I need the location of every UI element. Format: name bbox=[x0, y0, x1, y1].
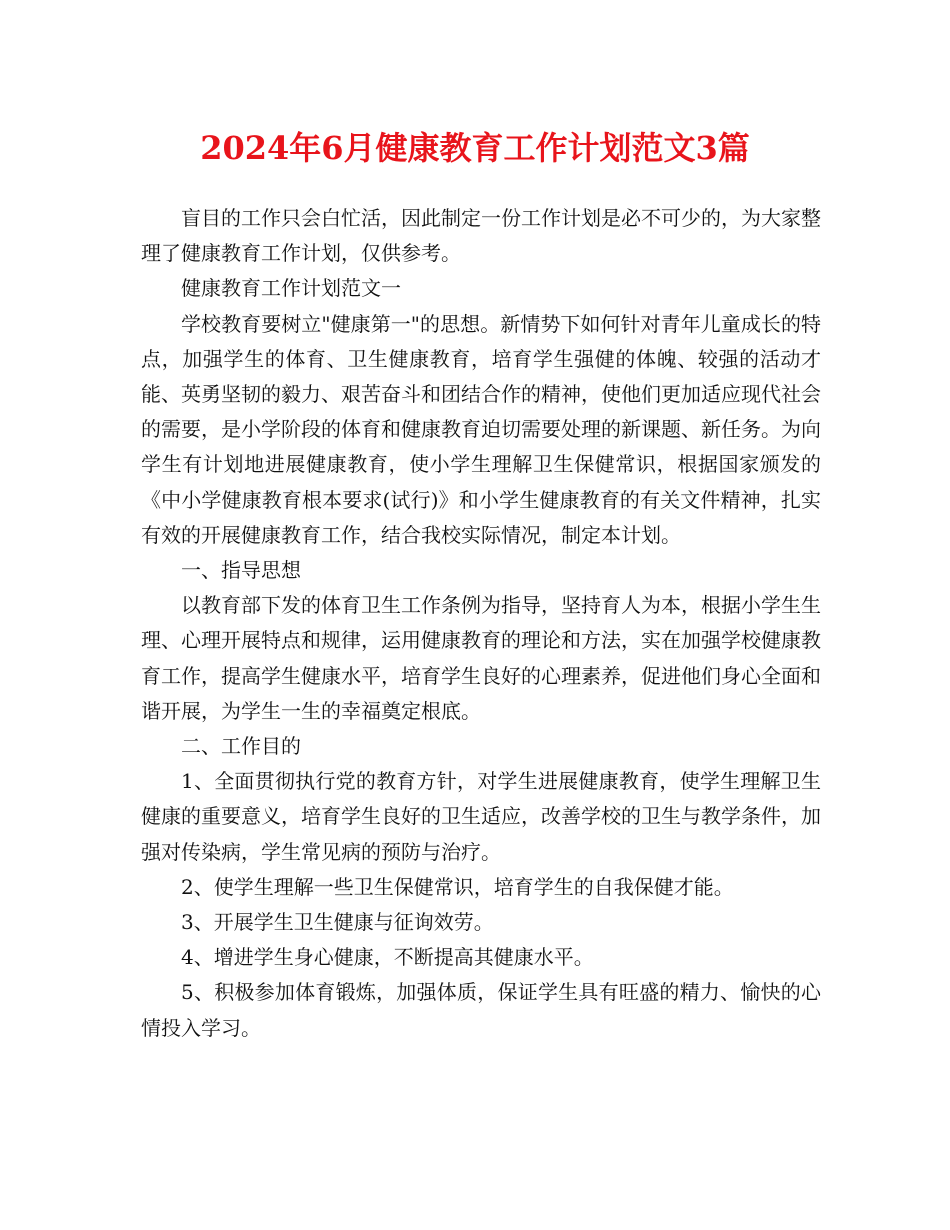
list-item-goal-3: 3、开展学生卫生健康与征询效劳。 bbox=[181, 910, 494, 935]
document-title: 2024年6月健康教育工作计划范文3篇 bbox=[200, 129, 750, 167]
list-item-goal-5: 5、积极参加体育锻炼，加强体质，保证学生具有旺盛的精力、愉快的心情投入学习。 bbox=[141, 980, 821, 1040]
paragraph-background: 学校教育要树立"健康第一"的思想。新情势下如何针对青年儿童成长的特点，加强学生的体育、卫生健康教育，培育学生强健的体魄、较强的活动才能、英勇坚韧的毅力、艰苦奋斗和团结合作的精神，使他们更加适应现代社会的需要，是小学阶段的体育和健康教育迫切需要处理的新课题、新任务。为向学生有计划地进展健康教育，使小学生理解卫生保健常识，根据国家颁发的《中小学健康教育根本要求(试行)》和小学生健康教育的有关文件精神，扎实有效的开展健康教育工作，结合我校实际情况，制定本计划。 bbox=[141, 311, 821, 547]
paragraph-intro: 盲目的工作只会白忙活，因此制定一份工作计划是必不可少的，为大家整理了健康教育工作计划，仅供参考。 bbox=[141, 206, 821, 266]
section-heading-work-goals: 二、工作目的 bbox=[181, 734, 301, 759]
list-item-goal-4: 4、增进学生身心健康，不断提高其健康水平。 bbox=[181, 945, 594, 970]
section-heading-guiding-thought: 一、指导思想 bbox=[181, 558, 301, 583]
section-heading-sample-one: 健康教育工作计划范文一 bbox=[181, 276, 401, 301]
document-body bbox=[141, 201, 821, 1046]
paragraph-guiding-thought: 以教育部下发的体育卫生工作条例为指导，坚持育人为本，根据小学生生理、心理开展特点和规律，运用健康教育的理论和方法，实在加强学校健康教育工作，提高学生健康水平，培育学生良好的心理素养，促进他们身心全面和谐开展，为学生一生的幸福奠定根底。 bbox=[141, 593, 821, 723]
list-item-goal-2: 2、使学生理解一些卫生保健常识，培育学生的自我保健才能。 bbox=[181, 874, 734, 899]
list-item-goal-1: 1、全面贯彻执行党的教育方针，对学生进展健康教育，使学生理解卫生健康的重要意义，培育学生良好的卫生适应，改善学校的卫生与教学条件，加强对传染病，学生常见病的预防与治疗。 bbox=[141, 769, 821, 864]
